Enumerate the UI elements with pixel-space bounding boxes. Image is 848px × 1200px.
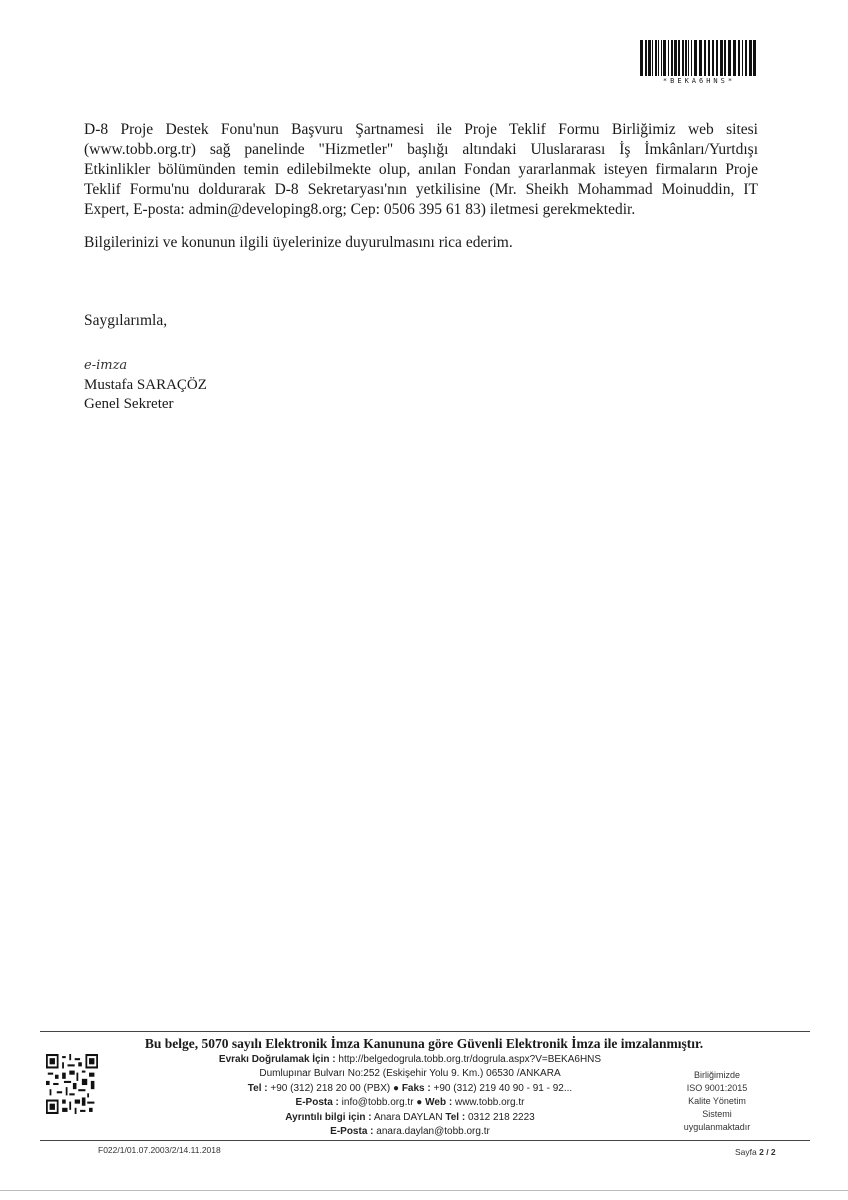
tel-value: +90 (312) 218 20 00 (PBX) (270, 1082, 391, 1094)
barcode-bar (720, 40, 723, 76)
barcode-bar (738, 40, 740, 76)
contact-name: Anara DAYLAN (373, 1111, 443, 1123)
barcode-bar (728, 40, 731, 76)
web-label: Web : (425, 1097, 453, 1109)
barcode-bar (648, 40, 651, 76)
contact-email-label: E-Posta : (330, 1126, 374, 1138)
barcode-bar (640, 40, 643, 76)
paragraph-line: (www.tobb.org.tr) sağ panelinde "Hizmetler" başlığı altındaki Uluslararası İş İmkânları/Yurtdışı (84, 141, 758, 158)
barcode-code: *BEKA6HNS* (662, 77, 736, 85)
contact-label: Ayrıntılı bilgi için : (285, 1111, 372, 1123)
footer-divider-top (40, 1031, 810, 1032)
barcode-bar (655, 40, 657, 76)
contact-email-link[interactable]: anara.daylan@tobb.org.tr (376, 1126, 490, 1138)
iso-line: ISO 9001:2015 (686, 1083, 748, 1093)
barcode-bar (685, 40, 687, 76)
tel-label: Tel : (247, 1082, 268, 1094)
signer-name: Mustafa SARAÇÖZ (84, 377, 207, 393)
verify-link[interactable]: http://belgedogrula.tobb.org.tr/dogrula.aspx?V=BEKA6HNS (338, 1054, 602, 1065)
barcode-bar (749, 40, 752, 76)
page-value: 2 / 2 (759, 1147, 776, 1157)
barcode-bar (645, 40, 647, 76)
paragraph-line: Expert, E-posta: admin@developing8.org; Cep: 0506 395 61 83) iletmesi gerekmektedir. (84, 201, 636, 218)
document-barcode (640, 40, 758, 76)
verify-line (160, 1053, 660, 1067)
e-signature-mark: e-imza (84, 358, 128, 373)
footer-divider-bottom (40, 1140, 810, 1141)
barcode-bar (688, 40, 689, 76)
barcode-bar (742, 40, 743, 76)
barcode-bar (658, 40, 659, 76)
footer-contact-block (160, 1053, 660, 1139)
verification-qr-code (46, 1054, 98, 1114)
barcode-bar (691, 40, 692, 76)
iso-line: uygulanmaktadır (683, 1122, 751, 1132)
address-line: Dumlupınar Bulvarı No:252 (Eskişehir Yolu 9. Km.) 06530 /ANKARA (259, 1068, 561, 1080)
barcode-bar (704, 40, 706, 76)
phone-fax-line: Tel : +90 (312) 218 20 00 (PBX) ● Faks : +90 (312) 219 40 90 - 91 - 92... (247, 1082, 573, 1094)
page-label: Sayfa (735, 1147, 757, 1157)
barcode-bar (652, 40, 653, 76)
fax-value: +90 (312) 219 40 90 - 91 - 92... (433, 1082, 573, 1094)
verify-label: Evrakı Doğrulamak İçin : (218, 1054, 336, 1065)
contact-line (160, 1111, 660, 1125)
barcode-bar (678, 40, 680, 76)
barcode-bar (712, 40, 714, 76)
letter-paragraph-1 (84, 120, 758, 220)
paragraph-line: Etkinlikler bölümünden temin edilebilmekte olup, anılan Fondan yararlanmak isteyen firmaların Proje (84, 161, 758, 178)
iso-certification-note (662, 1069, 772, 1134)
iso-line: Sistemi (702, 1109, 732, 1119)
page-edge (0, 1190, 848, 1191)
email-link[interactable]: info@tobb.org.tr (341, 1097, 414, 1109)
barcode-bar (694, 40, 697, 76)
paragraph-line: D-8 Proje Destek Fonu'nun Başvuru Şartnamesi ile Proje Teklif Formu Birliğimiz web sitesi (84, 121, 758, 138)
iso-line: Kalite Yönetim (688, 1096, 746, 1106)
barcode-bar (674, 40, 677, 76)
e-signature-notice: Bu belge, 5070 sayılı Elektronik İmza Kanununa göre Güvenli Elektronik İmza ile imzalanmıştır. (144, 1036, 704, 1051)
fax-label: Faks : (401, 1082, 431, 1094)
barcode-bar (668, 40, 670, 76)
closing-salutation: Saygılarımla, (84, 312, 168, 329)
barcode-bar (663, 40, 666, 76)
page-number (735, 1147, 776, 1157)
letter-paragraph-2: Bilgilerinizi ve konunun ilgili üyelerinize duyurulmasını rica ederim. (84, 234, 513, 251)
web-link[interactable]: www.tobb.org.tr (454, 1097, 525, 1109)
barcode-bar (682, 40, 684, 76)
email-label: E-Posta : (295, 1097, 339, 1109)
form-code: F022/1/01.07.2003/2/14.11.2018 (98, 1145, 221, 1155)
barcode-bar (661, 40, 662, 76)
barcode-bar (724, 40, 727, 76)
paragraph-line: Teklif Formu'nu doldurarak D-8 Sekretaryası'nın yetkilisine (Mr. Sheikh Mohammad Moinuddin, IT (84, 181, 758, 198)
barcode-bar (733, 40, 736, 76)
barcode-bar (716, 40, 718, 76)
signer-title: Genel Sekreter (84, 396, 174, 412)
barcode-bar (699, 40, 702, 76)
barcode-bar (708, 40, 710, 76)
barcode-bar (671, 40, 673, 76)
contact-tel-label: Tel : (445, 1111, 466, 1123)
iso-line: Birliğimizde (693, 1070, 740, 1080)
barcode-bar (745, 40, 747, 76)
barcode-bar (753, 40, 756, 76)
email-web-line: E-Posta : info@tobb.org.tr ● Web : www.tobb.org.tr (295, 1097, 525, 1109)
contact-tel: 0312 218 2223 (467, 1111, 535, 1123)
contact-email-line (160, 1125, 660, 1139)
